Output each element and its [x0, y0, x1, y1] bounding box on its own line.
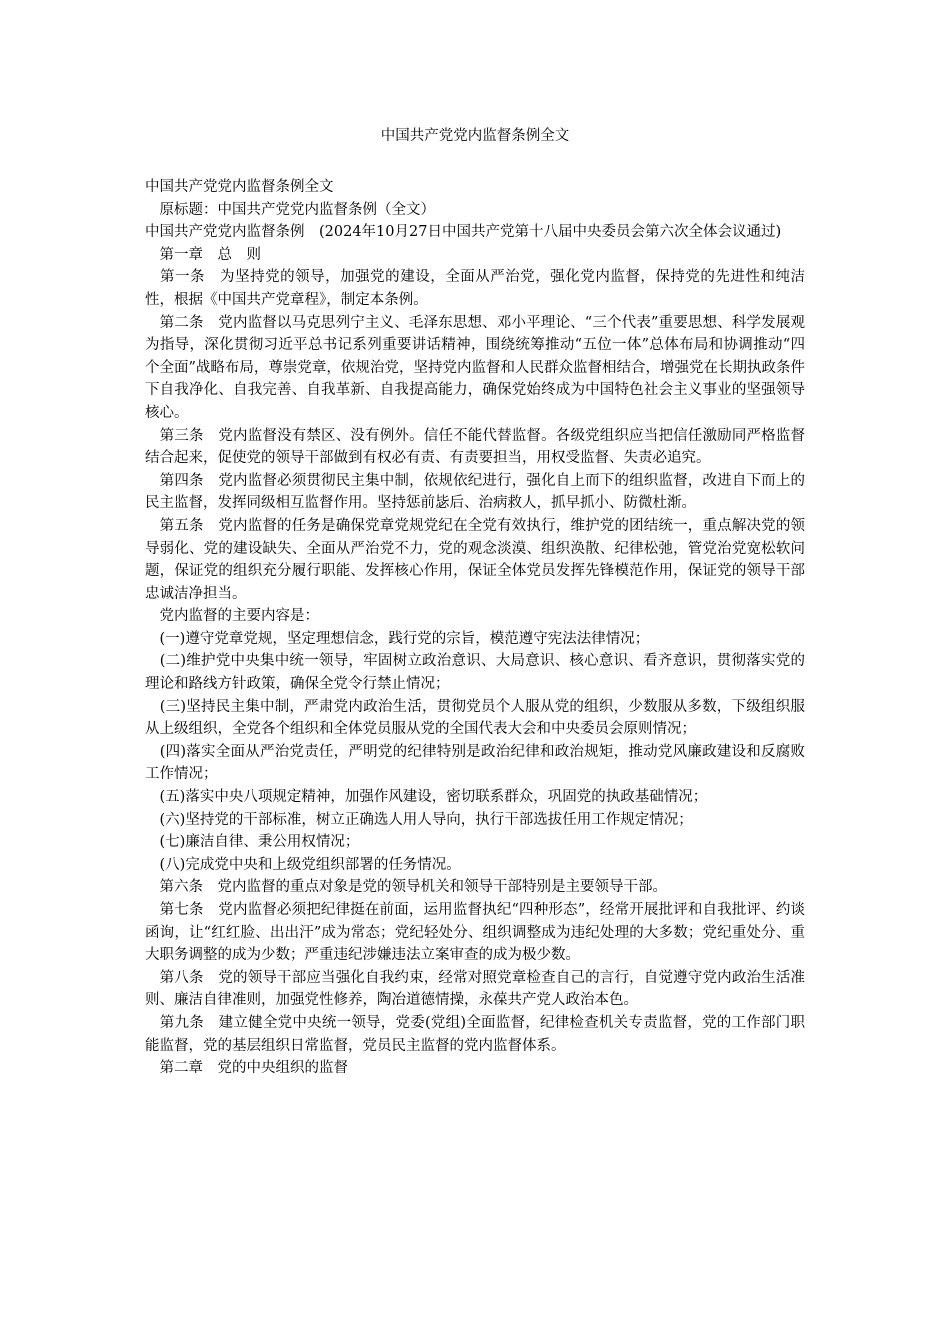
article-6: 第六条 党内监督的重点对象是党的领导机关和领导干部特别是主要领导干部。 [145, 879, 667, 896]
article-3: 第三条 党内监督没有禁区、没有例外。信任不能代替监督。各级党组织应当把信任激励同严格监督结合起来，促使党的领导干部做到有权必有责、有责要担当，用权受监督、失责必追究。 [145, 427, 805, 467]
list-item-4: (四)落实全面从严治党责任，严明党的纪律特别是政治纪律和政治规矩，推动党风廉政建设和反腐败工作情况； [145, 743, 805, 783]
main-content-intro: 党内监督的主要内容是： [145, 608, 319, 625]
article-4: 第四条 党内监督必须贯彻民主集中制，依规依纪进行，强化自上而下的组织监督，改进自下而上的民主监督，发挥同级相互监督作用。坚持惩前毖后、治病救人，抓早抓小、防微杜渐。 [145, 472, 805, 512]
list-item-2: (二)维护党中央集中统一领导，牢固树立政治意识、大局意识、核心意识、看齐意识，贯彻落实党的理论和路线方针政策，确保全党令行禁止情况； [145, 653, 805, 693]
document-title: 中国共产党党内监督条例全文 [380, 128, 570, 144]
article-1: 第一条 为坚持党的领导，加强党的建设，全面从严治党，强化党内监督，保持党的先进性和纯洁性，根据《中国共产党章程》，制定本条例。 [145, 269, 805, 308]
list-item-5: (五)落实中央八项规定精神，加强作风建设，密切联系群众，巩固党的执政基础情况； [145, 789, 708, 806]
list-item-3: (三)坚持民主集中制，严肃党内政治生活，贯彻党员个人服从党的组织，少数服从多数，下级组织服从上级组织，全党各个组织和全体党员服从党的全国代表大会和中央委员会原则情况； [145, 698, 805, 738]
list-item-7: (七)廉洁自律、秉公用权情况； [145, 834, 360, 851]
article-9: 第九条 建立健全党中央统一领导，党委(党组)全面监督，纪律检查机关专责监督，党的工作部门职能监督，党的基层组织日常监督，党员民主监督的党内监督体系。 [145, 1014, 805, 1054]
original-title: 原标题：中国共产党党内监督条例（全文） [145, 201, 435, 218]
document-body [145, 176, 805, 1080]
article-7: 第七条 党内监督必须把纪律挺在前面，运用监督执纪“四种形态”，经常开展批评和自我批评、约谈函询，让“红红脸、出出汗”成为常态；党纪轻处分、组织调整成为违纪处理的大多数；党纪重处分、重大职务调整的成为少数；严重违纪涉嫌违法立案审查的成为极少数。 [145, 902, 805, 964]
article-5: 第五条 党内监督的任务是确保党章党规党纪在全党有效执行，维护党的团结统一，重点解决党的领导弱化、党的建设缺失、全面从严治党不力，党的观念淡漠、组织涣散、纪律松弛，管党治党宽松软问题，保证党的组织充分履行职能、发挥核心作用，保证全体党员发挥先锋模范作用，保证党的领导干部忠诚洁净担当。 [145, 517, 805, 602]
list-item-6: (六)坚持党的干部标准，树立正确选人用人导向，执行干部选拔任用工作规定情况； [145, 811, 693, 828]
chapter-2-heading: 第二章 党的中央组织的监督 [145, 1060, 348, 1077]
article-2: 第二条 党内监督以马克思列宁主义、毛泽东思想、邓小平理论、“三个代表”重要思想、科学发展观为指导，深化贯彻习近平总书记系列重要讲话精神，围绕统筹推动“五位一体”总体布局和协调推动“四个全面”战略布局，尊崇党章，依规治党，坚持党内监督和人民群众监督相结合，增强党在长期执政条件下自我净化、自我完善、自我革新、自我提高能力，确保党始终成为中国特色社会主义事业的坚强领导核心。 [145, 314, 805, 421]
list-item-1: (一)遵守党章党规，坚定理想信念，践行党的宗旨，模范遵守宪法法律情况； [145, 630, 650, 647]
article-8: 第八条 党的领导干部应当强化自我约束，经常对照党章检查自己的言行，自觉遵守党内政治生活准则、廉洁自律准则，加强党性修养，陶冶道德情操，永葆共产党人政治本色。 [145, 969, 805, 1009]
regulation-title-line: 中国共产党党内监督条例 (2024年10月27日中国共产党第十八届中央委员会第六次全体会议通过) [145, 224, 782, 241]
heading-repeat: 中国共产党党内监督条例全文 [145, 179, 334, 195]
list-item-8: (八)完成党中央和上级党组织部署的任务情况。 [145, 856, 461, 873]
chapter-1-heading: 第一章 总 则 [145, 246, 261, 263]
